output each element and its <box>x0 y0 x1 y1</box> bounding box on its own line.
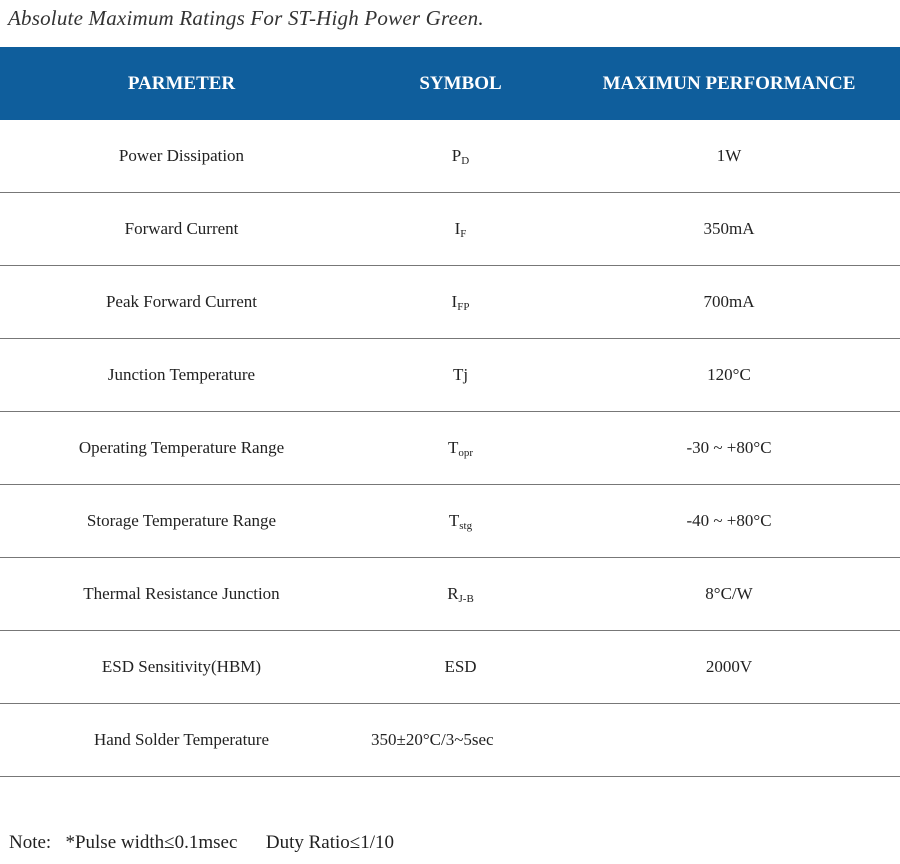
header-performance: MAXIMUN PERFORMANCE <box>558 47 900 120</box>
symbol-cell: Tj <box>363 339 558 412</box>
table-body <box>0 120 900 777</box>
parameter-cell: Power Dissipation <box>0 120 363 193</box>
value-cell: -40 ~ +80°C <box>558 485 900 558</box>
symbol-cell: $T_{stg}$ <box>363 485 558 558</box>
parameter-cell: Operating Temperature Range <box>0 412 363 485</box>
header-parameter: PARMETER <box>0 47 363 120</box>
table-row <box>0 412 900 485</box>
symbol-cell: $P_D$ <box>363 120 558 193</box>
table-row <box>0 193 900 266</box>
symbol-cell: ESD <box>363 631 558 704</box>
table-header <box>0 47 900 120</box>
table-row <box>0 266 900 339</box>
value-cell: 1W <box>558 120 900 193</box>
symbol-cell: $I_{FP}$ <box>363 266 558 339</box>
header-symbol: SYMBOL <box>363 47 558 120</box>
page-title: Absolute Maximum Ratings For ST-High Power Green. <box>8 6 484 30</box>
table-row <box>0 704 900 777</box>
value-cell: -30 ~ +80°C <box>558 412 900 485</box>
value-cell: 2000V <box>558 631 900 704</box>
parameter-cell: Thermal Resistance Junction <box>0 558 363 631</box>
table-row <box>0 558 900 631</box>
symbol-cell: $R_{J-B}$ <box>363 558 558 631</box>
ratings-table-container <box>0 47 900 777</box>
parameter-cell: Junction Temperature <box>0 339 363 412</box>
parameter-cell: ESD Sensitivity(HBM) <box>0 631 363 704</box>
footnote: Note: *Pulse width≤0.1msec Duty Ratio≤1/10 <box>9 832 395 853</box>
symbol-cell: $T_{opr}$ <box>363 412 558 485</box>
value-cell: 120°C <box>558 339 900 412</box>
parameter-cell: Hand Solder Temperature <box>0 704 363 777</box>
value-cell: 700mA <box>558 266 900 339</box>
table-row <box>0 120 900 193</box>
value-cell: 350mA <box>558 193 900 266</box>
parameter-cell: Forward Current <box>0 193 363 266</box>
merged-value-cell: 350±20°C/3~5sec <box>363 704 900 777</box>
table-row <box>0 339 900 412</box>
table-row <box>0 485 900 558</box>
table-row <box>0 631 900 704</box>
ratings-table <box>0 47 900 777</box>
parameter-cell: Peak Forward Current <box>0 266 363 339</box>
symbol-cell: $I_F$ <box>363 193 558 266</box>
value-cell: 8°C/W <box>558 558 900 631</box>
parameter-cell: Storage Temperature Range <box>0 485 363 558</box>
